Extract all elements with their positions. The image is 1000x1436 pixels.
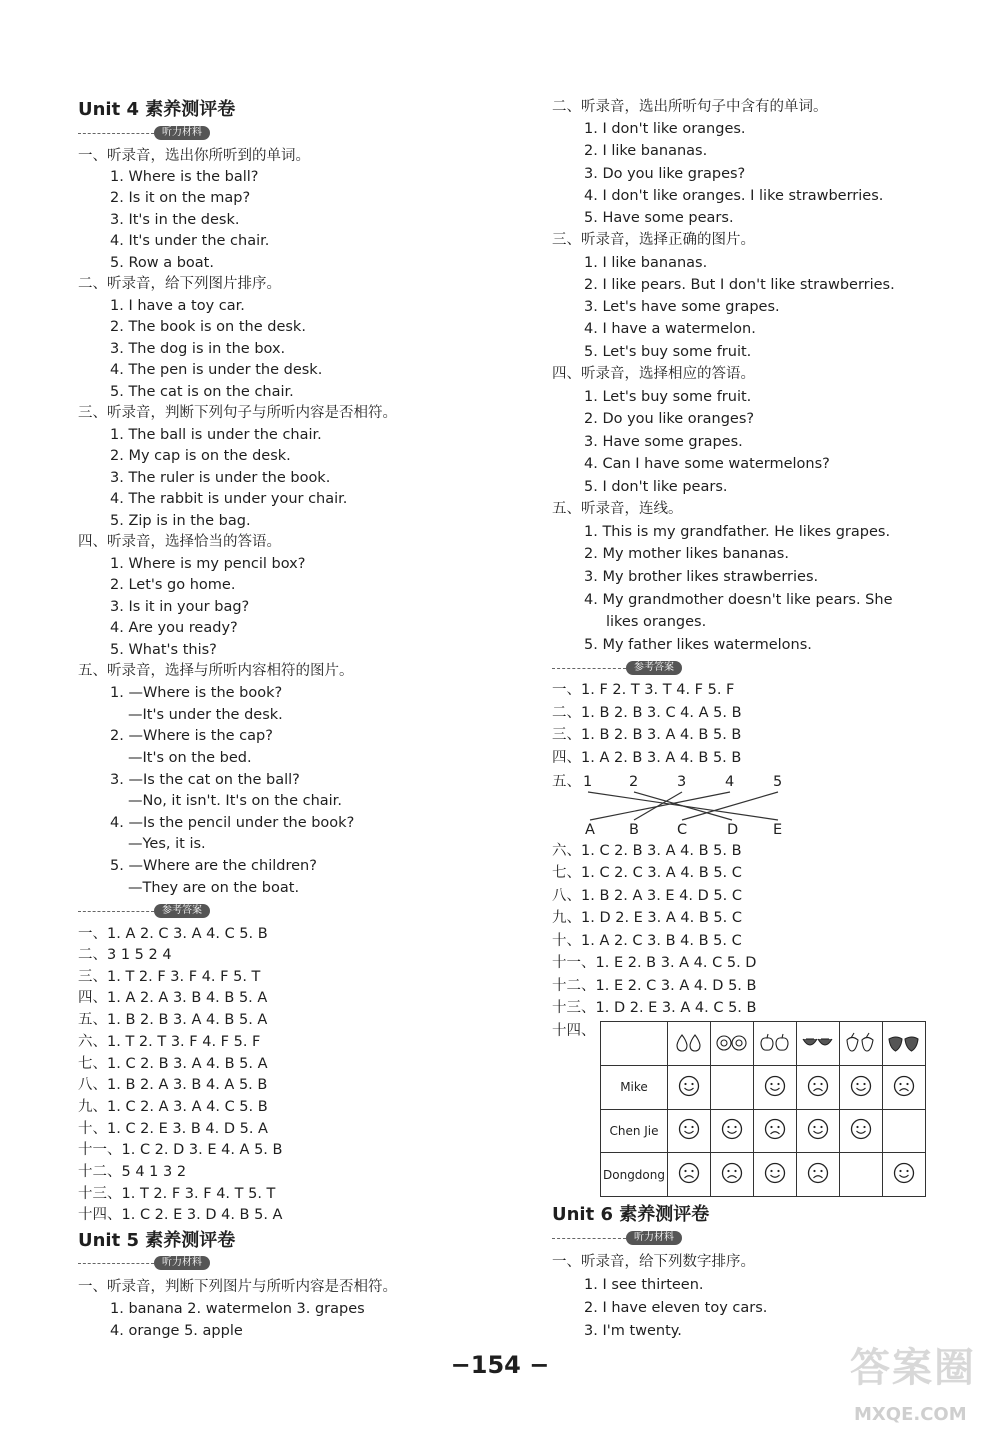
section-tag [552,1231,702,1245]
survey-face-cell [711,1109,754,1153]
text-line: 4. Are you ready? [110,620,238,636]
section-heading: 三、听录音，选择正确的图片。 [552,232,755,248]
tag-divider [78,1263,154,1264]
section-heading: 一、听录音，选出你所听到的单词。 [78,148,310,164]
text-line: 七、1. C 2. C 3. A 4. B 5. C [552,865,742,881]
section-heading: 一、听录音，判断下列图片与所听内容是否相符。 [78,1279,397,1295]
section-heading: 四、听录音，选择恰当的答语。 [78,534,281,550]
happy-face-icon [721,1118,743,1140]
text-line: 四、1. A 2. A 3. B 4. B 5. A [78,990,268,1006]
survey-corner-cell [601,1022,668,1066]
text-line: 4. It's under the chair. [110,233,270,249]
text-line: 4. My grandmother doesn't like pears. She [584,592,893,608]
strawberry-icon [887,1031,921,1053]
text-line: 2. I like bananas. [584,143,708,159]
text-line: 2. —Where is the cap? [110,728,273,744]
text-line: —It's on the bed. [128,750,252,766]
section-heading: 五、听录音，连线。 [552,501,683,517]
survey-face-cell [711,1153,754,1197]
survey-header-cell [883,1022,926,1066]
text-line: 4. The rabbit is under your chair. [110,491,348,507]
text-line: 2. I like pears. But I don't like strawberries. [584,277,895,293]
sad-face-icon [764,1118,786,1140]
text-line: 3. The ruler is under the book. [110,470,331,486]
watermark-url: MXQE.COM [854,1404,967,1425]
survey-name-cell: Mike [601,1066,668,1110]
text-line: 十四、 [552,1023,596,1039]
tag-label: 听力材料 [626,1231,682,1245]
text-line: 5. The cat is on the chair. [110,384,294,400]
section-heading: 三、听录音，判断下列句子与所听内容是否相符。 [78,405,397,421]
apple-icon [758,1031,792,1053]
matching-top-label: 1 [583,774,593,790]
text-line: 3. Is it in your bag? [110,599,250,615]
text-line: —They are on the boat. [128,880,300,896]
section-tag [78,904,230,918]
text-line: 十二、5 4 1 3 2 [78,1164,187,1180]
page-number: −154 − [450,1351,550,1379]
watermark-text: 答案圈 [850,1345,976,1391]
happy-face-icon [678,1118,700,1140]
text-line: 2. Let's go home. [110,577,236,593]
survey-name-cell: Chen Jie [601,1109,668,1153]
matching-top-label: 4 [725,774,735,790]
survey-face-cell [840,1153,883,1197]
matching-bottom-label: A [585,822,595,838]
text-line: 3. My brother likes strawberries. [584,569,819,585]
text-line: 1. Where is the ball? [110,169,259,185]
section-heading: 一、听录音，给下列数字排序。 [552,1254,755,1270]
unit-title: Unit 5 素养测评卷 [78,1230,236,1251]
tag-label: 参考答案 [626,661,682,675]
text-line: 5. My father likes watermelons. [584,637,812,653]
unit-title: Unit 4 素养测评卷 [78,99,236,120]
text-line: 2. I have eleven toy cars. [584,1300,768,1316]
text-line: 4. I have a watermelon. [584,321,756,337]
section-heading: 二、听录音，选出所听句子中含有的单词。 [552,99,828,115]
happy-face-icon [893,1162,915,1184]
matching-bottom-label: C [677,822,688,838]
text-line: 1. Let's buy some fruit. [584,389,752,405]
survey-header-cell [668,1022,711,1066]
matching-bottom-label: B [629,822,639,838]
orange-icon [715,1031,749,1053]
sad-face-icon [807,1075,829,1097]
text-line: 1. The ball is under the chair. [110,427,322,443]
matching-label: 五、 [552,774,581,790]
survey-face-cell [754,1153,797,1197]
survey-header-cell [797,1022,840,1066]
text-line: 2. The book is on the desk. [110,319,306,335]
text-line: 1. banana 2. watermelon 3. grapes [110,1301,365,1317]
text-line: 1. —Where is the book? [110,685,283,701]
text-line: 2. Do you like oranges? [584,411,755,427]
text-line: 4. Can I have some watermelons? [584,456,830,472]
text-line: 5. Let's buy some fruit. [584,344,752,360]
pear-icon [672,1031,706,1053]
sad-face-icon [721,1162,743,1184]
survey-face-cell [840,1066,883,1110]
banana-icon [801,1031,835,1053]
survey-face-cell [797,1066,840,1110]
text-line: 1. I have a toy car. [110,298,245,314]
happy-face-icon [850,1075,872,1097]
tag-divider [78,911,154,912]
unit-title: Unit 6 素养测评卷 [552,1204,710,1225]
text-line: 十、1. A 2. C 3. B 4. B 5. C [552,933,742,949]
text-line: 4. I don't like oranges. I like strawberries. [584,188,884,204]
survey-header-cell [754,1022,797,1066]
text-line: 九、1. D 2. E 3. A 4. B 5. C [552,910,742,926]
text-line: 九、1. C 2. A 3. A 4. C 5. B [78,1099,268,1115]
survey-face-cell [754,1109,797,1153]
matching-bottom-label: D [727,822,739,838]
text-line: 十一、1. C 2. D 3. E 4. A 5. B [78,1142,283,1158]
sad-face-icon [893,1075,915,1097]
text-line: 3. Do you like grapes? [584,166,746,182]
matching-line [590,792,730,820]
survey-header-cell [711,1022,754,1066]
survey-face-cell [668,1153,711,1197]
text-line: 4. orange 5. apple [110,1323,243,1339]
text-line: 十三、1. T 2. F 3. F 4. T 5. T [78,1186,276,1202]
text-line: 二、1. B 2. B 3. C 4. A 5. B [552,705,742,721]
survey-face-cell [668,1109,711,1153]
text-line: 六、1. C 2. B 3. A 4. B 5. B [552,843,742,859]
text-line: 5. What's this? [110,642,217,658]
matching-line [634,792,732,820]
matching-top-label: 5 [773,774,783,790]
section-tag [78,126,230,140]
happy-face-icon [678,1075,700,1097]
text-line: 3. I'm twenty. [584,1323,682,1339]
tag-divider [78,133,154,134]
section-tag [552,661,702,675]
table-row [601,1153,926,1197]
survey-face-cell [797,1153,840,1197]
survey-face-cell [797,1109,840,1153]
survey-name-cell: Dongdong [601,1153,668,1197]
tag-label: 参考答案 [154,904,210,918]
survey-face-cell [711,1066,754,1110]
text-line: 1. This is my grandfather. He likes grapes. [584,524,891,540]
text-line: 十、1. C 2. E 3. B 4. D 5. A [78,1121,268,1137]
text-line: 七、1. C 2. B 3. A 4. B 5. A [78,1056,268,1072]
sad-face-icon [807,1162,829,1184]
survey-header-row [601,1022,926,1066]
text-line: 5. —Where are the children? [110,858,317,874]
text-line: —No, it isn't. It's on the chair. [128,793,342,809]
text-line: 5. I don't like pears. [584,479,728,495]
tag-label: 听力材料 [154,126,210,140]
table-row [601,1109,926,1153]
text-line: 五、1. B 2. B 3. A 4. B 5. A [78,1012,268,1028]
matching-top-label: 2 [629,774,639,790]
text-line: 4. The pen is under the desk. [110,362,323,378]
table-row [601,1066,926,1110]
text-line: 六、1. T 2. T 3. F 4. F 5. F [78,1034,261,1050]
survey-header-cell [840,1022,883,1066]
tag-label: 听力材料 [154,1256,210,1270]
text-line: 八、1. B 2. A 3. E 4. D 5. C [552,888,742,904]
happy-face-icon [850,1118,872,1140]
text-line: 3. —Is the cat on the ball? [110,772,300,788]
sad-face-icon [678,1162,700,1184]
text-line: 5. Zip is in the bag. [110,513,251,529]
survey-face-cell [883,1109,926,1153]
text-line: 十三、1. D 2. E 3. A 4. C 5. B [552,1000,757,1016]
happy-face-icon [807,1118,829,1140]
text-line: 十四、1. C 2. E 3. D 4. B 5. A [78,1207,283,1223]
matching-line [682,792,778,820]
text-line: 十二、1. E 2. C 3. A 4. D 5. B [552,978,757,994]
matching-top-label: 3 [677,774,687,790]
text-line: 3. Have some grapes. [584,434,743,450]
tag-divider [552,668,626,669]
survey-face-cell [754,1066,797,1110]
text-line: 1. I see thirteen. [584,1277,704,1293]
survey-face-cell [668,1066,711,1110]
watermark-logo [850,1330,1000,1436]
text-line: 三、1. T 2. F 3. F 4. F 5. T [78,969,261,985]
text-line: 四、1. A 2. B 3. A 4. B 5. B [552,750,742,766]
text-line: 4. —Is the pencil under the book? [110,815,355,831]
text-line: 1. I like bananas. [584,255,708,271]
text-line: 5. Row a boat. [110,255,214,271]
section-tag [78,1256,230,1270]
text-line: 三、1. B 2. B 3. A 4. B 5. B [552,727,742,743]
text-line: likes oranges. [606,614,707,630]
text-line: 3. It's in the desk. [110,212,240,228]
section-heading: 四、听录音，选择相应的答语。 [552,366,755,382]
matching-diagram [552,768,812,840]
text-line: 2. My mother likes bananas. [584,546,789,562]
matching-bottom-label: E [773,822,783,838]
survey-face-cell [883,1066,926,1110]
text-line: 一、1. A 2. C 3. A 4. C 5. B [78,926,268,942]
text-line: —It's under the desk. [128,707,283,723]
text-line: 2. My cap is on the desk. [110,448,291,464]
text-line: 5. Have some pears. [584,210,734,226]
survey-face-cell [883,1153,926,1197]
text-line: 1. Where is my pencil box? [110,556,306,572]
section-heading: 二、听录音，给下列图片排序。 [78,276,281,292]
text-line: 十一、1. E 2. B 3. A 4. C 5. D [552,955,757,971]
survey-table [600,1021,926,1197]
text-line: 2. Is it on the map? [110,190,251,206]
text-line: 3. Let's have some grapes. [584,299,780,315]
text-line: 一、1. F 2. T 3. T 4. F 5. F [552,682,735,698]
survey-face-cell [840,1109,883,1153]
happy-face-icon [764,1162,786,1184]
grape-icon [844,1031,878,1053]
text-line: 二、3 1 5 2 4 [78,947,172,963]
text-line: —Yes, it is. [128,836,206,852]
text-line: 1. I don't like oranges. [584,121,746,137]
section-heading: 五、听录音，选择与所听内容相符的图片。 [78,663,354,679]
text-line: 八、1. B 2. A 3. B 4. A 5. B [78,1077,268,1093]
text-line: 3. The dog is in the box. [110,341,286,357]
happy-face-icon [764,1075,786,1097]
tag-divider [552,1238,626,1239]
